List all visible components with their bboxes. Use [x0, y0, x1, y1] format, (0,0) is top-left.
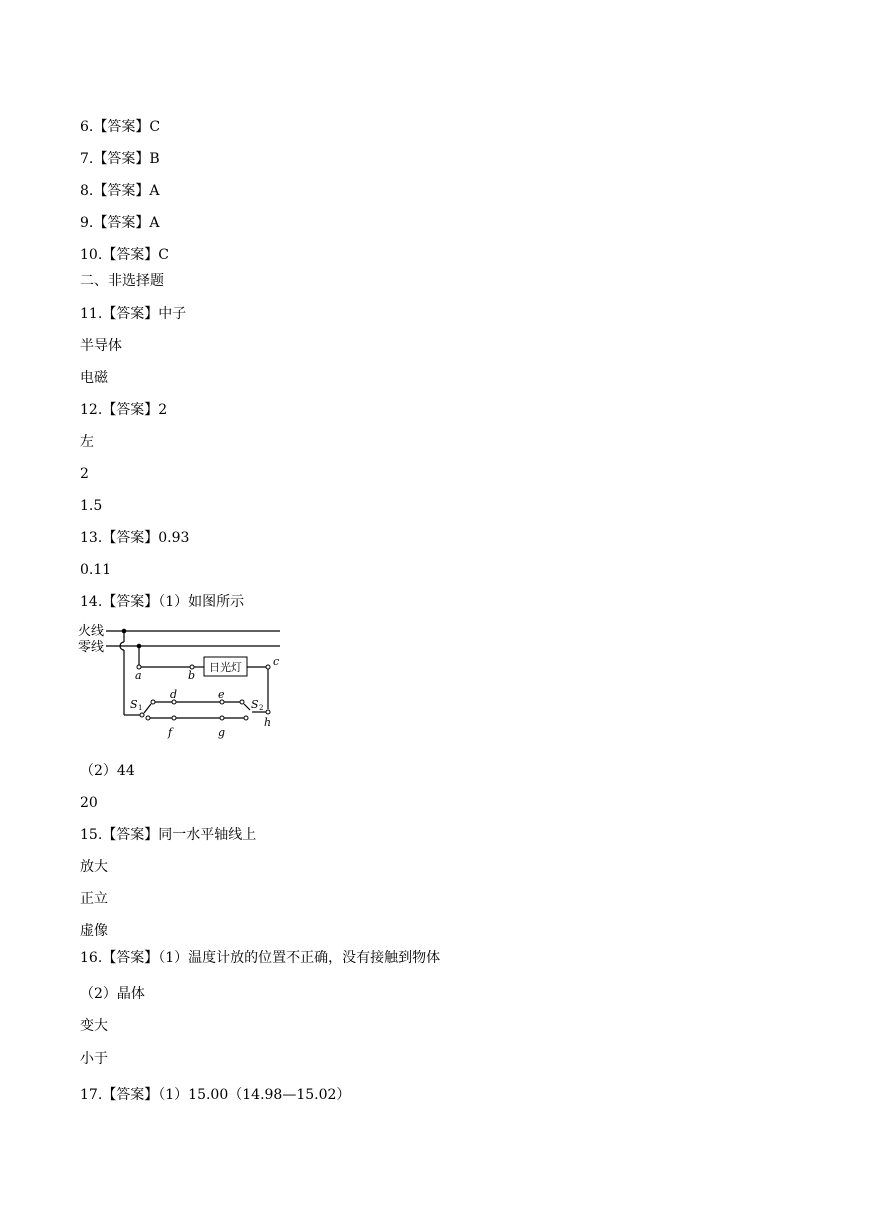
answer-line-16-c: 变大: [80, 1018, 108, 1034]
node-a-label: a: [135, 669, 142, 682]
lamp-label: 日光灯: [209, 661, 242, 674]
answer-line-11: 11.【答案】中子: [80, 306, 187, 322]
circuit-diagram: [78, 620, 282, 740]
node-e-label: e: [218, 688, 225, 701]
node-d-label: d: [170, 688, 178, 701]
node-h-label: h: [264, 716, 272, 729]
answer-line-12: 12.【答案】2: [80, 402, 168, 418]
switch-s2-subscript: 2: [259, 704, 264, 712]
node-c-label: c: [273, 655, 280, 668]
switch-s1-label: S: [130, 698, 138, 711]
answer-line-14-c: 20: [80, 795, 98, 811]
switch-s2-label: S: [251, 698, 259, 711]
answer-line-12-d: 1.5: [80, 498, 103, 514]
answer-line-16-d: 小于: [80, 1051, 108, 1067]
node-b-label: b: [188, 669, 196, 682]
answer-line-14: 14.【答案】（1）如图所示: [80, 594, 245, 610]
answer-line-12-c: 2: [80, 466, 89, 482]
answer-line-15-b: 放大: [80, 859, 108, 875]
answer-line-15: 15.【答案】同一水平轴线上: [80, 827, 257, 843]
live-wire-label: 火线: [78, 624, 105, 639]
answer-line-6: 6.【答案】C: [80, 119, 161, 135]
answer-line-13: 13.【答案】0.93: [80, 530, 190, 546]
answer-line-7: 7.【答案】B: [80, 151, 160, 167]
answer-line-10: 10.【答案】C: [80, 247, 169, 263]
answer-line-15-d: 虚像: [80, 923, 108, 939]
node-g-label: g: [218, 726, 226, 739]
switch-s1-subscript: 1: [138, 704, 143, 712]
answer-line-14-b: （2）44: [80, 763, 135, 779]
node-f-label: f: [168, 726, 173, 739]
answer-line-17: 17.【答案】（1）15.00（14.98—15.02）: [80, 1087, 351, 1103]
answer-line-16-b: （2）晶体: [80, 986, 145, 1002]
answer-line-11-b: 半导体: [80, 338, 122, 354]
answer-line-9: 9.【答案】A: [80, 215, 160, 231]
answer-line-12-b: 左: [80, 434, 94, 450]
answer-line-8: 8.【答案】A: [80, 183, 160, 199]
section-heading: 二、非选择题: [80, 273, 164, 289]
answer-line-16: 16.【答案】（1）温度计放的位置不正确，没有接触到物体: [80, 950, 441, 966]
answer-line-13-b: 0.11: [80, 562, 112, 578]
answer-line-15-c: 正立: [80, 891, 108, 907]
neutral-wire-label: 零线: [78, 640, 105, 655]
answer-line-11-c: 电磁: [80, 370, 108, 386]
